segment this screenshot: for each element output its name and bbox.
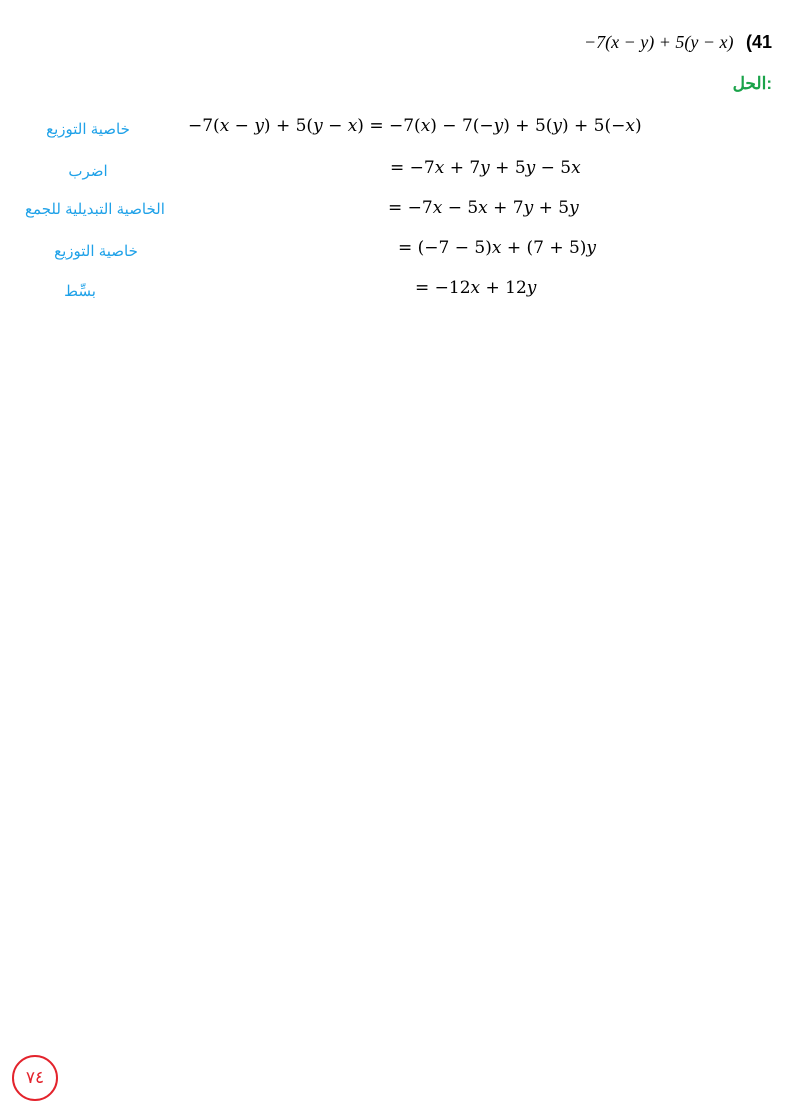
problem-number: (41 [745, 32, 772, 52]
step-2-math: = −7𝑥 + 7𝑦 + 5𝑦 − 5𝑥 [390, 158, 581, 178]
problem-expression: −7(x − y) + 5(y − x) [583, 32, 734, 52]
problem-statement [584, 32, 772, 53]
step-2-reason: اضرب [68, 163, 108, 180]
step-5-reason: بسِّط [64, 283, 96, 300]
step-3-math: = −7𝑥 − 5𝑥 + 7𝑦 + 5𝑦 [388, 198, 579, 218]
step-4-math: = (−7 − 5)𝑥 + (7 + 5)𝑦 [398, 238, 597, 258]
step-4-reason: خاصية التوزيع [54, 243, 138, 260]
step-1-math: −7(𝑥 − 𝑦) + 5(𝑦 − 𝑥) = −7(𝑥) − 7(−𝑦) + 5(𝑦) + 5(−𝑥) [188, 116, 642, 136]
solution-label: الحل: [732, 74, 772, 93]
step-3-reason: الخاصية التبديلية للجمع [25, 201, 165, 218]
page-number-badge: ٧٤ [12, 1055, 58, 1101]
step-1-reason: خاصية التوزيع [46, 121, 130, 138]
step-5-math: = −12𝑥 + 12𝑦 [415, 278, 537, 298]
